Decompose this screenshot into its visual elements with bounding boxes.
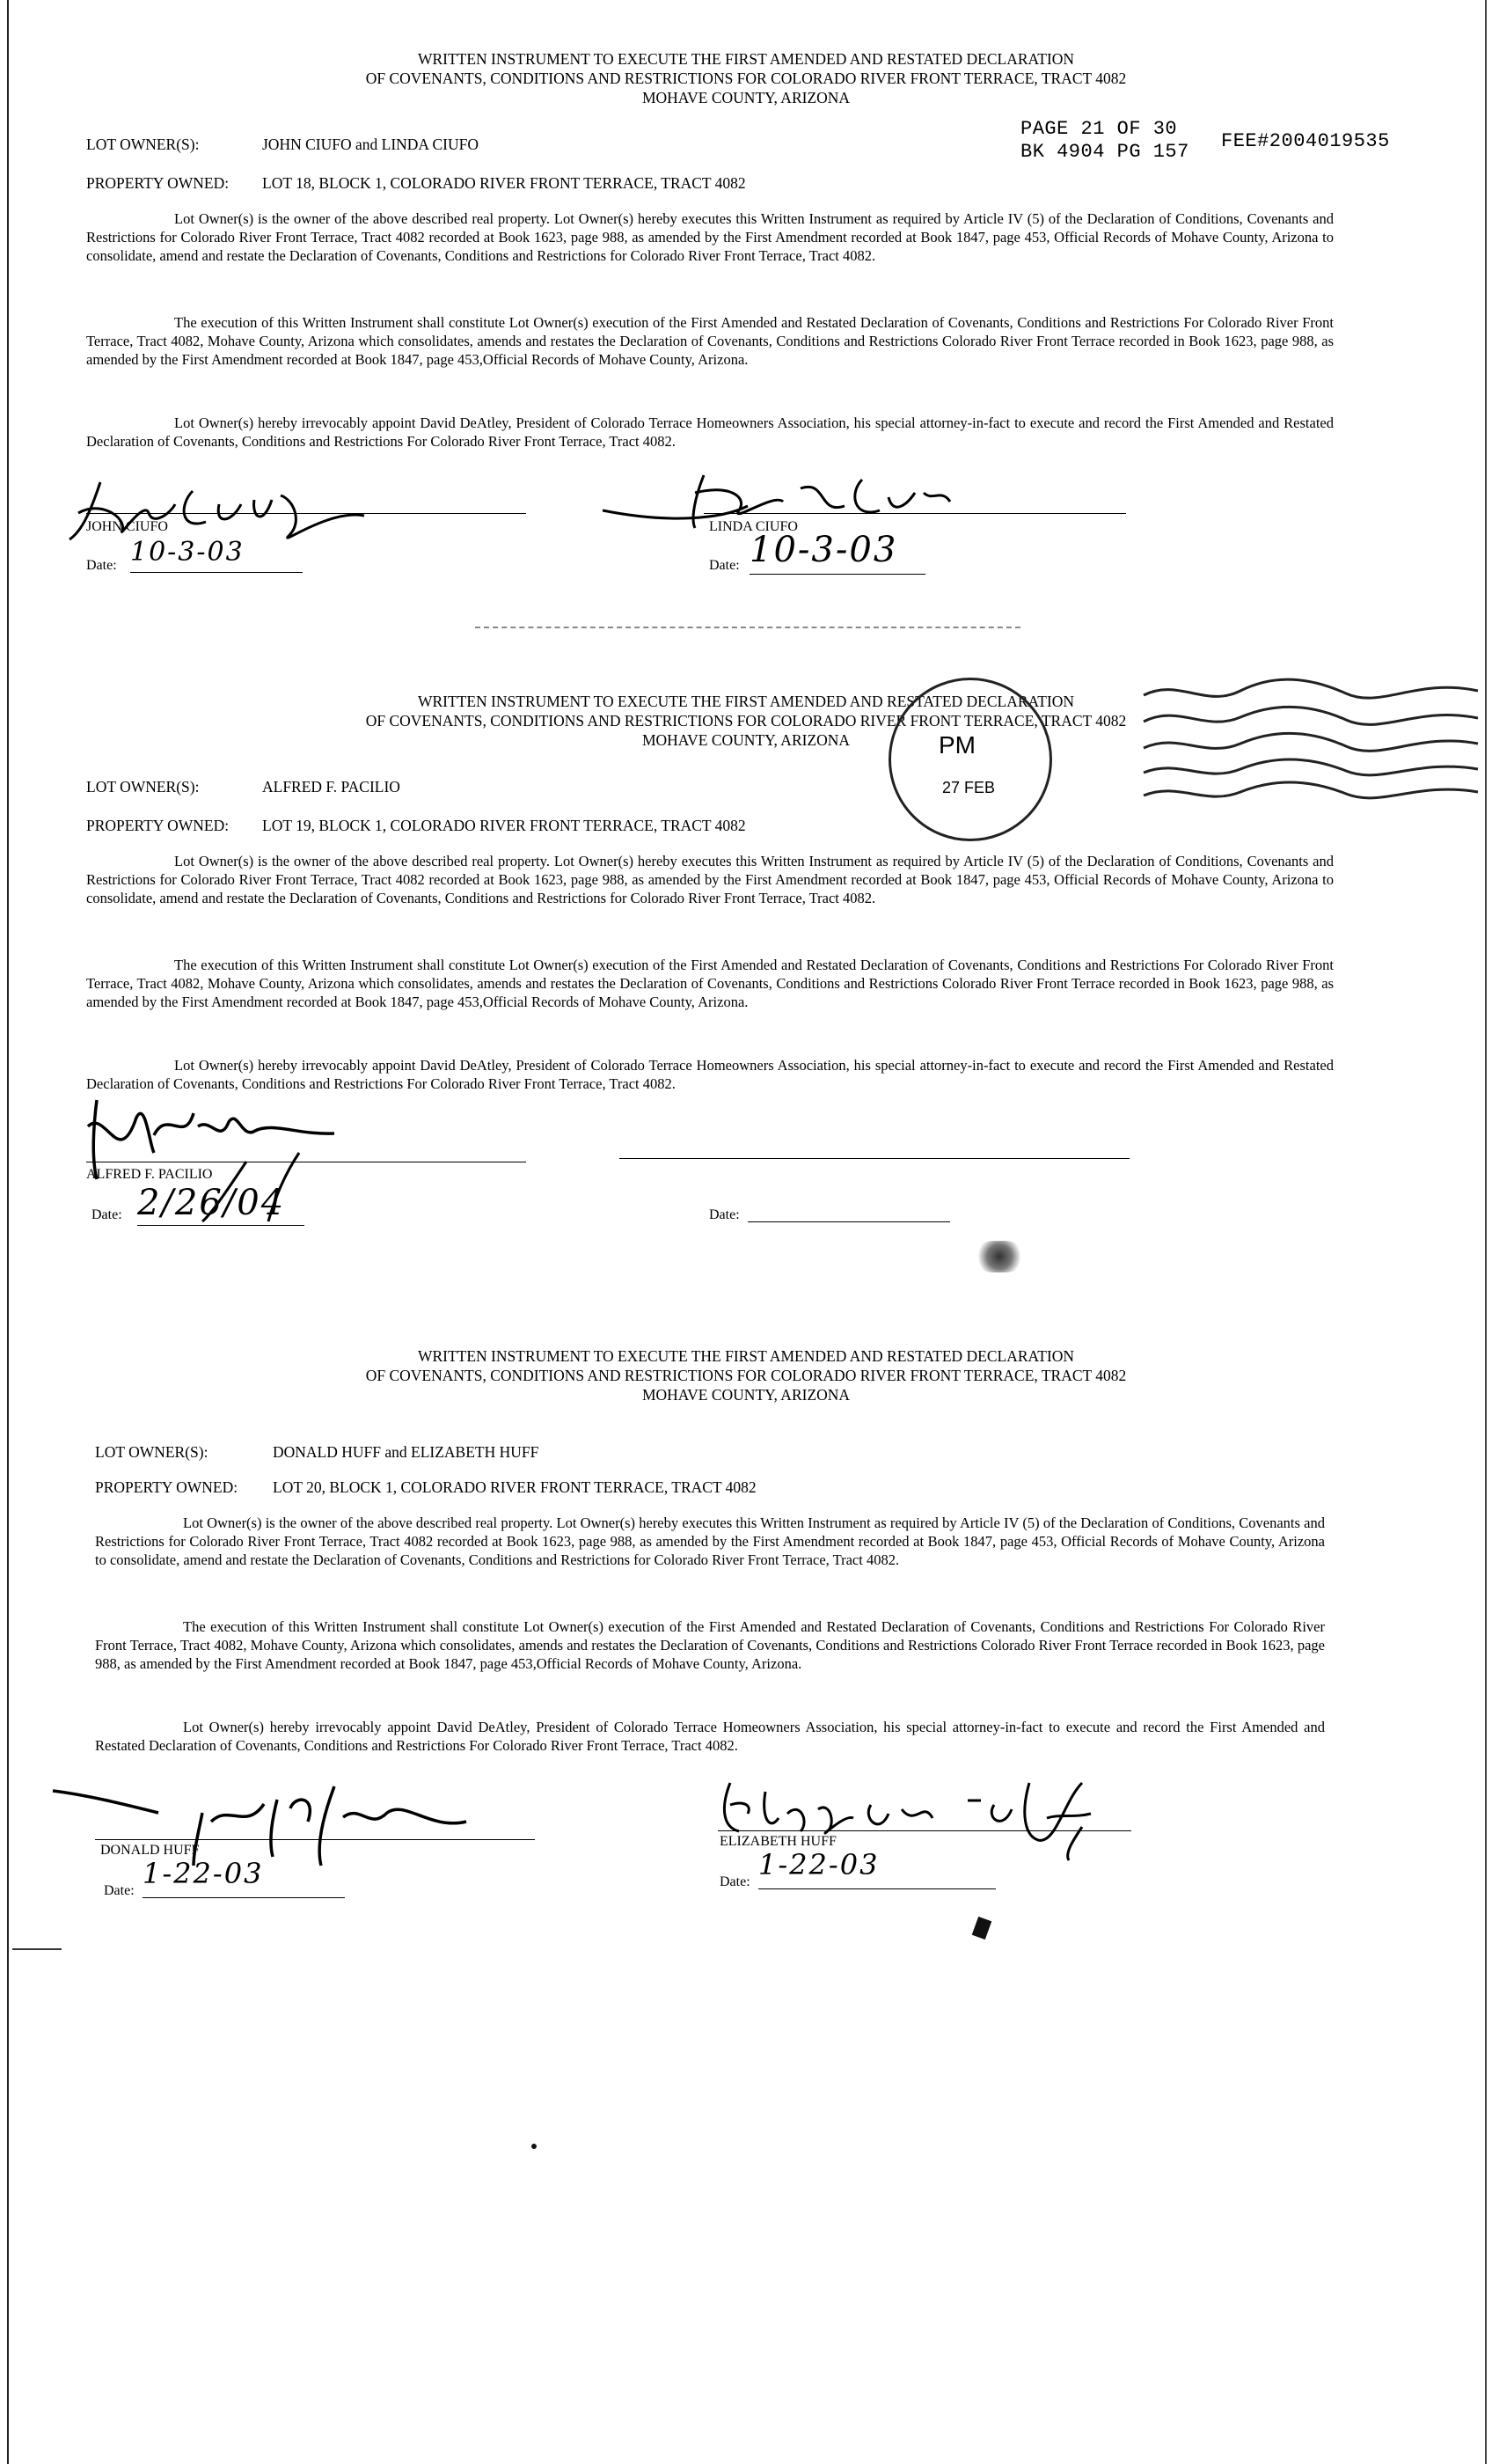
page-edge-right <box>1485 0 1487 2464</box>
title-line-2: OF COVENANTS, CONDITIONS AND RESTRICTIONS FOR COLORADO RIVER FRONT TERRACE, TRACT 4082 <box>365 70 1127 87</box>
lot-owners-label: LOT OWNER(S): <box>86 778 200 796</box>
signature-line-right-3 <box>718 1830 1131 1831</box>
property-owned-value: LOT 19, BLOCK 1, COLORADO RIVER FRONT TERRACE, TRACT 4082 <box>262 817 746 834</box>
lot-owners-label: LOT OWNER(S): <box>95 1443 208 1461</box>
section-3-title <box>0 1346 1492 1404</box>
property-owned-label: PROPERTY OWNED: <box>86 817 230 834</box>
postmark-stamp <box>889 678 1052 841</box>
date-value-elizabeth: 1-22-03 <box>758 1848 996 1889</box>
postmark-cancel-lines <box>1144 678 1483 810</box>
postmark-time: PM <box>939 731 976 759</box>
section-3-para-2: The execution of this Written Instrument shall constitute Lot Owner(s) execution of the First Amended and Restated Declaration of Covenants, Conditions and Restrictions For Colorado River Front Terrace, Tract 4082, Mohave County, Arizona which consolidates, amends and restates the Declaration of Covenants, Conditions and Restrictions Colorado River Front Terrace recorded in Book 1623, page 988, as amended by the First Amendment recorded at Book 1847, page 453,Official Records of Mohave County, Arizona. <box>95 1618 1325 1672</box>
page-number-stamp: PAGE 21 OF 30 <box>1020 118 1178 140</box>
ink-mark <box>972 1917 992 1940</box>
ink-smudge <box>973 1241 1026 1272</box>
property-owned-label: PROPERTY OWNED: <box>95 1478 238 1496</box>
title-line-3: MOHAVE COUNTY, ARIZONA <box>641 1386 851 1404</box>
title-line-2: OF COVENANTS, CONDITIONS AND RESTRICTIONS FOR COLORADO RIVER FRONT TERRACE, TRACT 4082 <box>365 1367 1127 1384</box>
scan-artifact-line <box>475 627 1020 628</box>
section-2-para-1: Lot Owner(s) is the owner of the above described real property. Lot Owner(s) hereby executes this Written Instrument as required by Article IV (5) of the Declaration of Conditions, Covenants and Restrictions for Colorado River Front Terrace, Tract 4082 recorded at Book 1623, page 988, as amended by the First Amendment recorded at Book 1847, page 453, Official Records of Mohave County, Arizona to consolidate, amend and restate the Declaration of Covenants, Conditions and Restrictions for Colorado River Front Terrace, Tract 4082. <box>86 853 1334 906</box>
title-line-2: OF COVENANTS, CONDITIONS AND RESTRICTIONS FOR COLORADO RIVER FRONT TERRACE, TRACT 4082 <box>365 712 1127 730</box>
lot-owners-value: ALFRED F. PACILIO <box>262 778 400 796</box>
title-line-3: MOHAVE COUNTY, ARIZONA <box>641 89 851 106</box>
lot-owners-value: DONALD HUFF and ELIZABETH HUFF <box>273 1443 539 1461</box>
signer-john-ciufo: JOHN CIUFO <box>86 519 168 534</box>
property-owned-label: PROPERTY OWNED: <box>86 174 230 192</box>
signer-linda-ciufo: LINDA CIUFO <box>709 519 798 534</box>
date-label-left-1: Date: <box>86 558 117 573</box>
lot-owners-label: LOT OWNER(S): <box>86 136 200 153</box>
title-line-1: WRITTEN INSTRUMENT TO EXECUTE THE FIRST AMENDED AND RESTATED DECLARATION <box>417 1347 1075 1365</box>
date-label-right-2: Date: <box>709 1207 740 1222</box>
section-1-para-1: Lot Owner(s) is the owner of the above described real property. Lot Owner(s) hereby executes this Written Instrument as required by Article IV (5) of the Declaration of Conditions, Covenants and Restrictions for Colorado River Front Terrace, Tract 4082 recorded at Book 1623, page 988, as amended by the First Amendment recorded at Book 1847, page 453, Official Records of Mohave County, Arizona to consolidate, amend and restate the Declaration of Covenants, Conditions and Restrictions for Colorado River Front Terrace, Tract 4082. <box>86 210 1334 264</box>
title-line-1: WRITTEN INSTRUMENT TO EXECUTE THE FIRST AMENDED AND RESTATED DECLARATION <box>417 50 1075 68</box>
scan-edge-mark <box>12 1948 62 1950</box>
page-edge-left <box>7 0 9 2464</box>
section-2-para-3: Lot Owner(s) hereby irrevocably appoint David DeAtley, President of Colorado Terrace Homeowners Association, his special attorney-in-fact to execute and record the First Amended and Restated Declaration of Covenants, Conditions and Restrictions For Colorado River Front Terrace, Tract 4082. <box>86 1057 1334 1092</box>
date-label-right-1: Date: <box>709 558 740 573</box>
section-2-para-2: The execution of this Written Instrument shall constitute Lot Owner(s) execution of the First Amended and Restated Declaration of Covenants, Conditions and Restrictions For Colorado River Front Terrace, Tract 4082, Mohave County, Arizona which consolidates, amends and restates the Declaration of Covenants, Conditions and Restrictions Colorado River Front Terrace recorded in Book 1623, page 988, as amended by the First Amendment recorded at Book 1847, page 453,Official Records of Mohave County, Arizona. <box>86 957 1334 1010</box>
book-page-stamp: BK 4904 PG 157 <box>1020 141 1189 163</box>
date-value-alfred: 2/26/04 <box>137 1183 304 1226</box>
fee-number-stamp: FEE#2004019535 <box>1221 130 1390 152</box>
date-value-donald: 1-22-03 <box>143 1857 345 1898</box>
date-label-right-3: Date: <box>720 1874 750 1889</box>
date-value-linda: 10-3-03 <box>750 530 925 575</box>
signature-line-right-1 <box>704 513 1126 514</box>
date-label-left-3: Date: <box>104 1883 135 1898</box>
section-1-para-3: Lot Owner(s) hereby irrevocably appoint David DeAtley, President of Colorado Terrace Homeowners Association, his special attorney-in-fact to execute and record the First Amended and Restated Declaration of Covenants, Conditions and Restrictions For Colorado River Front Terrace, Tract 4082. <box>86 414 1334 450</box>
signer-elizabeth-huff: ELIZABETH HUFF <box>720 1834 837 1849</box>
lot-owners-value: JOHN CIUFO and LINDA CIUFO <box>262 136 479 153</box>
title-line-1: WRITTEN INSTRUMENT TO EXECUTE THE FIRST AMENDED AND RESTATED DECLARATION <box>417 693 1075 710</box>
property-owned-value: LOT 20, BLOCK 1, COLORADO RIVER FRONT TERRACE, TRACT 4082 <box>273 1478 757 1496</box>
section-3-para-1: Lot Owner(s) is the owner of the above described real property. Lot Owner(s) hereby executes this Written Instrument as required by Article IV (5) of the Declaration of Conditions, Covenants and Restrictions for Colorado River Front Terrace, Tract 4082 recorded at Book 1623, page 988, as amended by the First Amendment recorded at Book 1847, page 453, Official Records of Mohave County, Arizona to consolidate, amend and restate the Declaration of Covenants, Conditions and Restrictions for Colorado River Front Terrace, Tract 4082. <box>95 1514 1325 1568</box>
section-1-para-2: The execution of this Written Instrument shall constitute Lot Owner(s) execution of the First Amended and Restated Declaration of Covenants, Conditions and Restrictions For Colorado River Front Terrace, Tract 4082, Mohave County, Arizona which consolidates, amends and restates the Declaration of Covenants, Conditions and Restrictions Colorado River Front Terrace recorded in Book 1623, page 988, as amended by the First Amendment recorded at Book 1847, page 453,Official Records of Mohave County, Arizona. <box>86 314 1334 368</box>
postmark-date: 27 FEB <box>942 779 996 796</box>
signature-line-right-2 <box>619 1158 1130 1159</box>
date-value-john: 10-3-03 <box>130 537 303 573</box>
section-1-title <box>0 49 1492 107</box>
signature-line-left-3 <box>95 1839 535 1840</box>
property-owned-value: LOT 18, BLOCK 1, COLORADO RIVER FRONT TERRACE, TRACT 4082 <box>262 174 746 192</box>
date-label-left-2: Date: <box>91 1207 122 1222</box>
scan-speck <box>531 2144 537 2149</box>
section-3-para-3: Lot Owner(s) hereby irrevocably appoint David DeAtley, President of Colorado Terrace Homeowners Association, his special attorney-in-fact to execute and record the First Amended and Restated Declaration of Covenants, Conditions and Restrictions For Colorado River Front Terrace, Tract 4082. <box>95 1719 1325 1754</box>
title-line-3: MOHAVE COUNTY, ARIZONA <box>641 731 851 749</box>
signer-alfred-pacilio: ALFRED F. PACILIO <box>86 1167 213 1182</box>
signer-donald-huff: DONALD HUFF <box>100 1843 200 1858</box>
date-line-blank <box>748 1221 950 1222</box>
signature-line-left-1 <box>86 513 526 514</box>
